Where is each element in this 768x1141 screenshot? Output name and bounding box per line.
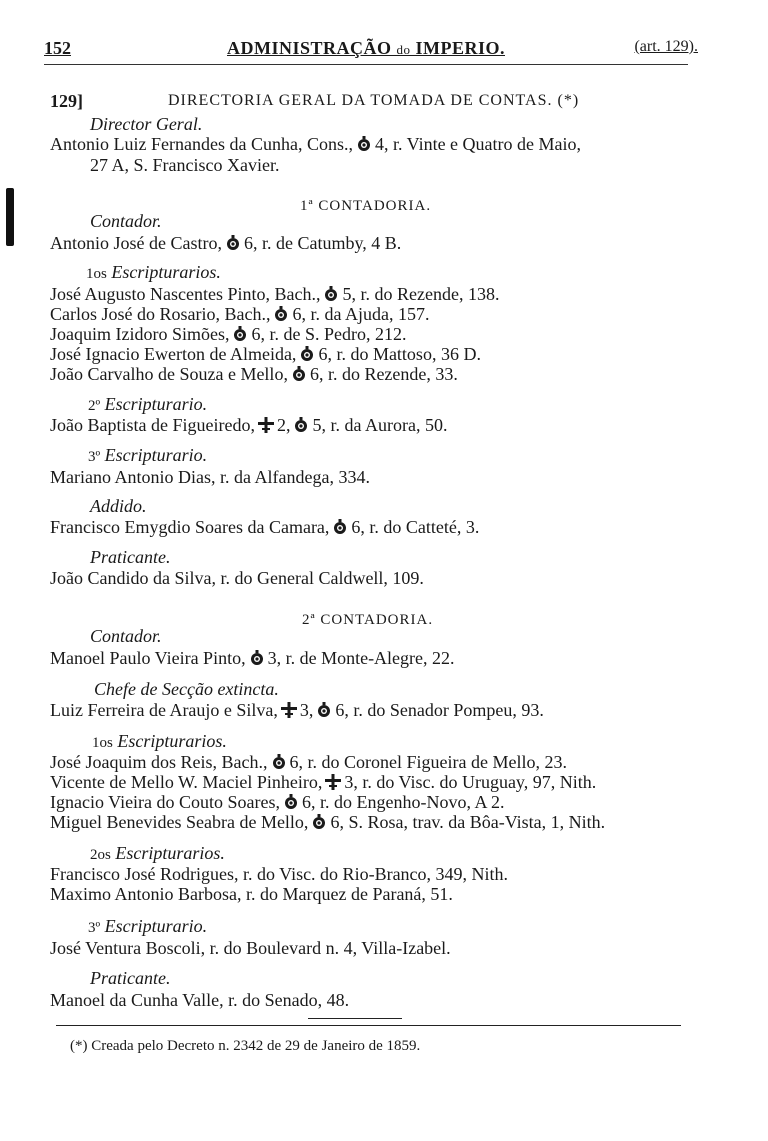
entry-line: Mariano Antonio Dias, r. da Alfandega, 334.: [50, 467, 370, 487]
decoration-seal-icon: [332, 519, 348, 535]
entry-line: Manoel Paulo Vieira Pinto, 3, r. de Monte-Alegre, 22.: [50, 648, 455, 668]
section-label: 1os Escripturarios.: [92, 731, 227, 751]
decoration-seal-icon: [323, 286, 339, 302]
article-number: 129]: [50, 91, 83, 111]
footnote: (*) Creada pelo Decreto n. 2342 de 29 de Janeiro de 1859.: [70, 1038, 421, 1054]
decoration-seal-icon: [225, 235, 241, 251]
entry-line: José Joaquim dos Reis, Bach., 6, r. do Coronel Figueira de Mello, 23.: [50, 752, 567, 772]
article-reference: (art. 129).: [634, 38, 698, 55]
subsection-heading: 2ª CONTADORIA.: [302, 612, 434, 628]
entry-line: José Ignacio Ewerton de Almeida, 6, r. do Mattoso, 36 D.: [50, 344, 481, 364]
decoration-cross-icon: [258, 417, 274, 433]
entry-line: José Ventura Boscoli, r. do Boulevard n. 4, Villa-Izabel.: [50, 938, 451, 958]
section-label: 3º Escripturario.: [88, 916, 208, 936]
running-title: ADMINISTRAÇÃO do IMPERIO.: [226, 38, 505, 58]
decoration-seal-icon: [291, 366, 307, 382]
section-label: 2os Escripturarios.: [90, 843, 225, 863]
decoration-seal-icon: [311, 814, 327, 830]
entry-line: Maximo Antonio Barbosa, r. do Marquez de Paraná, 51.: [50, 884, 453, 904]
decoration-seal-icon: [273, 306, 289, 322]
entry-line: Antonio Luiz Fernandes da Cunha, Cons., 4, r. Vinte e Quatro de Maio,: [50, 134, 582, 154]
entry-line: Miguel Benevides Seabra de Mello, 6, S. Rosa, trav. da Bôa-Vista, 1, Nith.: [50, 812, 606, 832]
decoration-cross-icon: [281, 702, 297, 718]
section-label: Director Geral.: [90, 114, 203, 134]
article-heading: DIRECTORIA GERAL DA TOMADA DE CONTAS. (*): [168, 92, 580, 109]
entry-line: Luiz Ferreira de Araujo e Silva, 3, 6, r. do Senador Pompeu, 93.: [50, 700, 544, 720]
decoration-seal-icon: [283, 794, 299, 810]
section-label: 1os Escripturarios.: [86, 262, 221, 282]
entry-line: Vicente de Mello W. Maciel Pinheiro, 3, r. do Visc. do Uruguay, 97, Nith.: [50, 772, 597, 792]
decoration-seal-icon: [232, 326, 248, 342]
header-rule: [44, 64, 688, 65]
entry-line: Joaquim Izidoro Simões, 6, r. de S. Pedro, 212.: [50, 324, 407, 344]
decoration-seal-icon: [299, 346, 315, 362]
end-rule: [308, 1018, 402, 1019]
decoration-seal-icon: [271, 754, 287, 770]
entry-line: João Candido da Silva, r. do General Caldwell, 109.: [50, 568, 424, 588]
section-label: 2º Escripturario.: [88, 394, 208, 414]
footnote-rule: [56, 1025, 681, 1026]
section-label: Addido.: [90, 496, 147, 516]
entry-line: José Augusto Nascentes Pinto, Bach., 5, r. do Rezende, 138.: [50, 284, 500, 304]
decoration-cross-icon: [325, 774, 341, 790]
entry-line: Francisco José Rodrigues, r. do Visc. do Rio-Branco, 349, Nith.: [50, 864, 509, 884]
entry-line: 27 A, S. Francisco Xavier.: [90, 155, 280, 175]
section-label: Contador.: [90, 626, 162, 646]
running-header: [44, 38, 698, 64]
section-label: 3º Escripturario.: [88, 445, 208, 465]
entry-line: Ignacio Vieira do Couto Soares, 6, r. do Engenho-Novo, A 2.: [50, 792, 505, 812]
entry-line: João Carvalho de Souza e Mello, 6, r. do Rezende, 33.: [50, 364, 458, 384]
section-label: Chefe de Secção extincta.: [94, 679, 279, 699]
page-number: 152: [44, 38, 71, 58]
margin-mark: [6, 188, 14, 246]
decoration-seal-icon: [356, 136, 372, 152]
entry-line: João Baptista de Figueiredo, 2, 5, r. da Aurora, 50.: [50, 415, 448, 435]
decoration-seal-icon: [249, 650, 265, 666]
decoration-seal-icon: [316, 702, 332, 718]
entry-line: Carlos José do Rosario, Bach., 6, r. da Ajuda, 157.: [50, 304, 430, 324]
section-label: Praticante.: [90, 547, 171, 567]
entry-line: Manoel da Cunha Valle, r. do Senado, 48.: [50, 990, 350, 1010]
section-label: Contador.: [90, 211, 162, 231]
subsection-heading: 1ª CONTADORIA.: [300, 198, 432, 214]
entry-line: Francisco Emygdio Soares da Camara, 6, r. do Catteté, 3.: [50, 517, 480, 537]
article-heading-line: [50, 90, 580, 112]
decoration-seal-icon: [293, 417, 309, 433]
section-label: Praticante.: [90, 968, 171, 988]
entry-line: Antonio José de Castro, 6, r. de Catumby, 4 B.: [50, 233, 402, 253]
